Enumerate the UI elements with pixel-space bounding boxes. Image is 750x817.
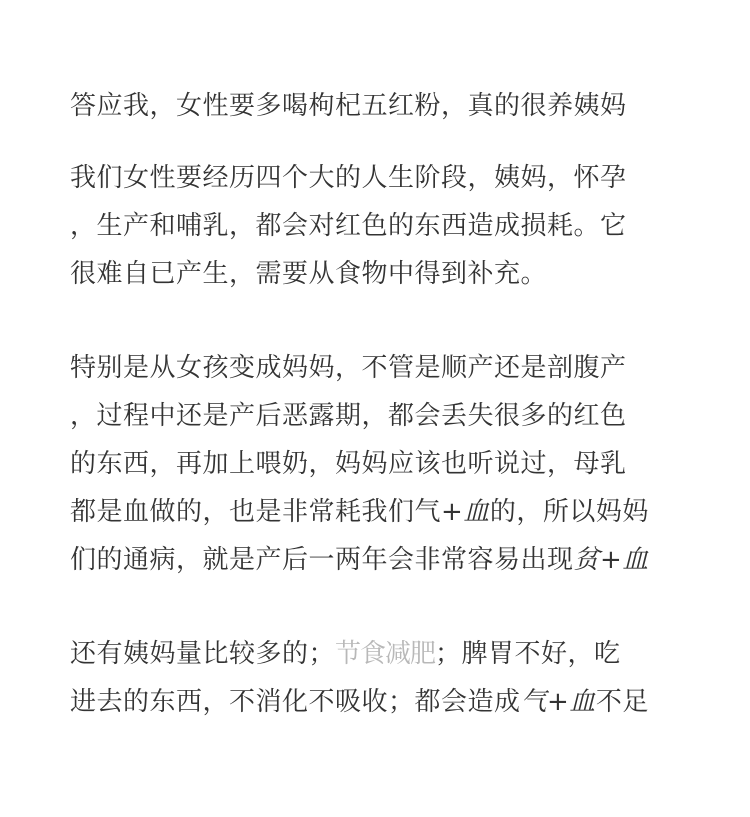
paragraph-2 [70,344,690,584]
text-segment: 们的通病，就是产后一两年会非常容易出现 [70,545,574,575]
article [70,82,690,772]
emphasis-text: 气+血 [520,687,596,717]
paragraph-line: ，过程中还是产后恶露期，都会丢失很多的红色 [70,401,627,431]
paragraph-line: 很难自已产生，需要从食物中得到补充。 [70,259,548,289]
paragraph-line: ，生产和哺乳，都会对红色的东西造成损耗。它 [70,211,627,241]
text-segment: 不足 [595,687,649,717]
paragraph-3 [70,630,690,726]
text-segment: ；脾胃不好，吃 [435,639,621,669]
paragraph-line [70,536,690,584]
text-segment: 都是血做的，也是非常耗我们气 [70,497,442,527]
emphasis-text: +血 [441,497,490,527]
text-segment: 进去的东西，不消化不吸收；都会造成 [70,687,521,717]
paragraph-line: 特别是从女孩变成妈妈，不管是顺产还是剖腹产 [70,353,627,383]
paragraph-1 [70,154,690,298]
paragraph-line [70,678,690,726]
text-segment: 还有姨妈量比较多的； [70,639,336,669]
paragraph-line [70,630,690,678]
text-segment: 的，所以妈妈 [489,497,649,527]
paragraph-line: 我们女性要经历四个大的人生阶段，姨妈，怀孕 [70,163,627,193]
emphasis-text: 贫+血 [573,545,649,575]
paragraph-line [70,488,690,536]
obscured-text: 节食减肥 [335,639,436,669]
article-title: 答应我，女性要多喝枸杞五红粉，真的很养姨妈 [70,91,627,121]
paragraph-line: 的东西，再加上喂奶，妈妈应该也听说过，母乳 [70,449,627,479]
